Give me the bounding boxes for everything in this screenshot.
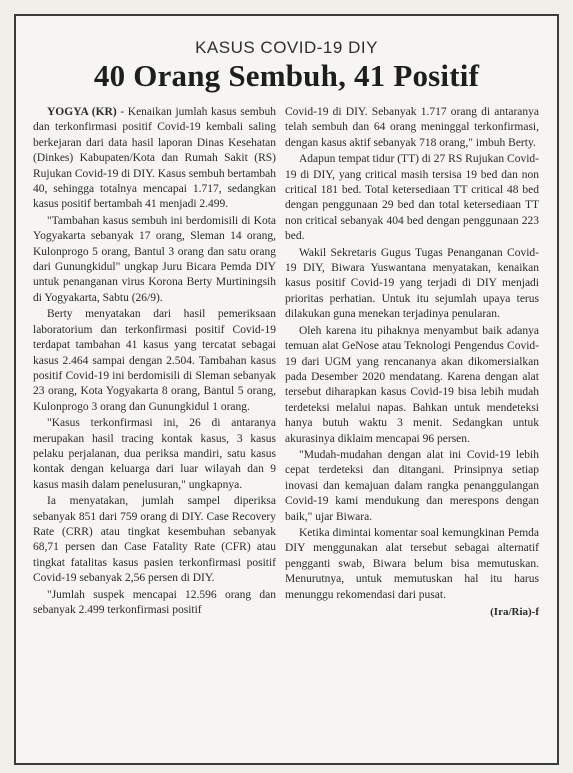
paragraph: YOGYA (KR) - Kenaikan jumlah kasus sembuh dan terkonfirmasi positif Covid-19 kembali saling berkejaran dari data hasil laporan Dinas Kesehatan (Dinkes) Kabupaten/Kota dan Rumah Sakit (RS) Rujukan Covid-19 di DIY. Kasus sembuh bertambah 40, sehingga totalnya mencapai 1.717, sedangkan kasus positif bertambah 41 menjadi 2.499. bbox=[33, 106, 277, 211]
paragraph: "Tambahan kasus sembuh ini berdomisili di Kota Yogyakarta sebanyak 17 orang, Sleman 14 orang, Kulonprogo 5 orang, Bantul 3 orang dan satu orang dari Gunungkidul" ungkap Juru Bicara Pemda DIY untuk penanganan virus Korona Berty Murtiningsih di Yogyakarta, Sabtu (26/9). bbox=[33, 214, 276, 304]
paragraph: Covid-19 di DIY. Sebanyak 1.717 orang di antaranya telah sembuh dan 64 orang meninggal terkonfirmasi, dengan kasus aktif sebanyak 718 orang," imbuh Berty. bbox=[285, 106, 539, 149]
paragraph: "Jumlah suspek mencapai 12.596 orang dan sebanyak 2.499 terkonfirmasi positif bbox=[33, 588, 276, 616]
paragraph: Ketika dimintai komentar soal kemungkinan Pemda DIY menggunakan alat tersebut sebagai alternatif pengganti swab, Biwara belum bisa memutuskan. Menurutnya, untuk memutuskan hal itu harus menunggu rekomendasi dari pusat. bbox=[285, 526, 539, 601]
paragraph: "Kasus terkonfirmasi ini, 26 di antaranya merupakan hasil tracing kontak kasus, 3 kasus pelaku perjalanan, dua periksa mandiri, satu kasus kontak dengan keluarga dari luar wilayah dan 9 kasus masih dalam penelusuran," ungkapnya. bbox=[33, 417, 276, 491]
byline: (Ira/Ria)-f bbox=[490, 606, 539, 618]
paragraph: Ia menyatakan, jumlah sampel diperiksa sebanyak 851 dari 759 orang di DIY. Case Recovery Rate (CRR) atau tingkat kesembuhan sebanyak 68,71 persen dan Case Fatality Rate (CFR) atau tingkat fatalitas kasus pasien terkonfirmasi positif Covid-19 sebanyak 2,56 persen di DIY. bbox=[33, 495, 276, 585]
article-headline: 40 Orang Sembuh, 41 Positif bbox=[93, 58, 480, 93]
paragraph: Wakil Sekretaris Gugus Tugas Penanganan Covid-19 DIY, Biwara Yuswantana menyatakan, kenaikan kasus positif Covid-19 yang terjadi di DIY menjadi prioritas perhatian. Untuk itu sejumlah upaya terus dilakukan guna menekan terjadinya penularan. bbox=[285, 246, 539, 321]
paragraph: Adapun tempat tidur (TT) di 27 RS Rujukan Covid-19 di DIY, yang critical masih tersisa 19 bed dan non critical 181 bed. Total ketersediaan TT critical 48 bed dengan penggunaan 29 bed dan total ketersediaan TT non critical sebanyak 404 bed dengan penggunaan 223 bed. bbox=[285, 153, 539, 243]
paragraph: Berty menyatakan dari hasil pemeriksaan laboratorium dan terkonfirmasi positif Covid-19 terdapat tambahan 41 kasus yang tercatat sebagai kasus 2.464 sampai dengan 2.504. Tambahan kasus positif Covid-19 ini berdomisili di Sleman sebanyak 23 orang, Kota Yogyakarta 8 orang, Bantul 5 orang, Kulonprogo 3 orang dan Gunungkidul 1 orang. bbox=[33, 308, 276, 413]
news-clipping bbox=[14, 14, 559, 765]
paragraph: "Mudah-mudahan dengan alat ini Covid-19 lebih cepat terdeteksi dan ditangani. Prinsipnya setiap inovasi dan kemajuan dalam rangka penanggulangan Covid-19 kami mendukung dan merespons dengan baik," ujar Biwara. bbox=[285, 448, 539, 523]
article-kicker: KASUS COVID-19 DIY bbox=[195, 38, 378, 57]
paragraph: Oleh karena itu pihaknya menyambut baik adanya temuan alat GeNose atau Teknologi Pengendus Covid-19 dari UGM yang rencananya akan dikomersialkan pada Desember 2020 mendatang. Karena dengan alat tersebut diharapkan kasus Covid-19 bisa lebih mudah terdeteksi melalui napas. Bahkan untuk mendeteksi hanya butuh waktu 3 menit. Sedangkan untuk akurasinya diklaim mencapai 96 persen. bbox=[285, 324, 539, 445]
article-column-right bbox=[285, 105, 539, 620]
article-column-left bbox=[33, 105, 276, 619]
dateline: YOGYA (KR) bbox=[47, 106, 117, 118]
